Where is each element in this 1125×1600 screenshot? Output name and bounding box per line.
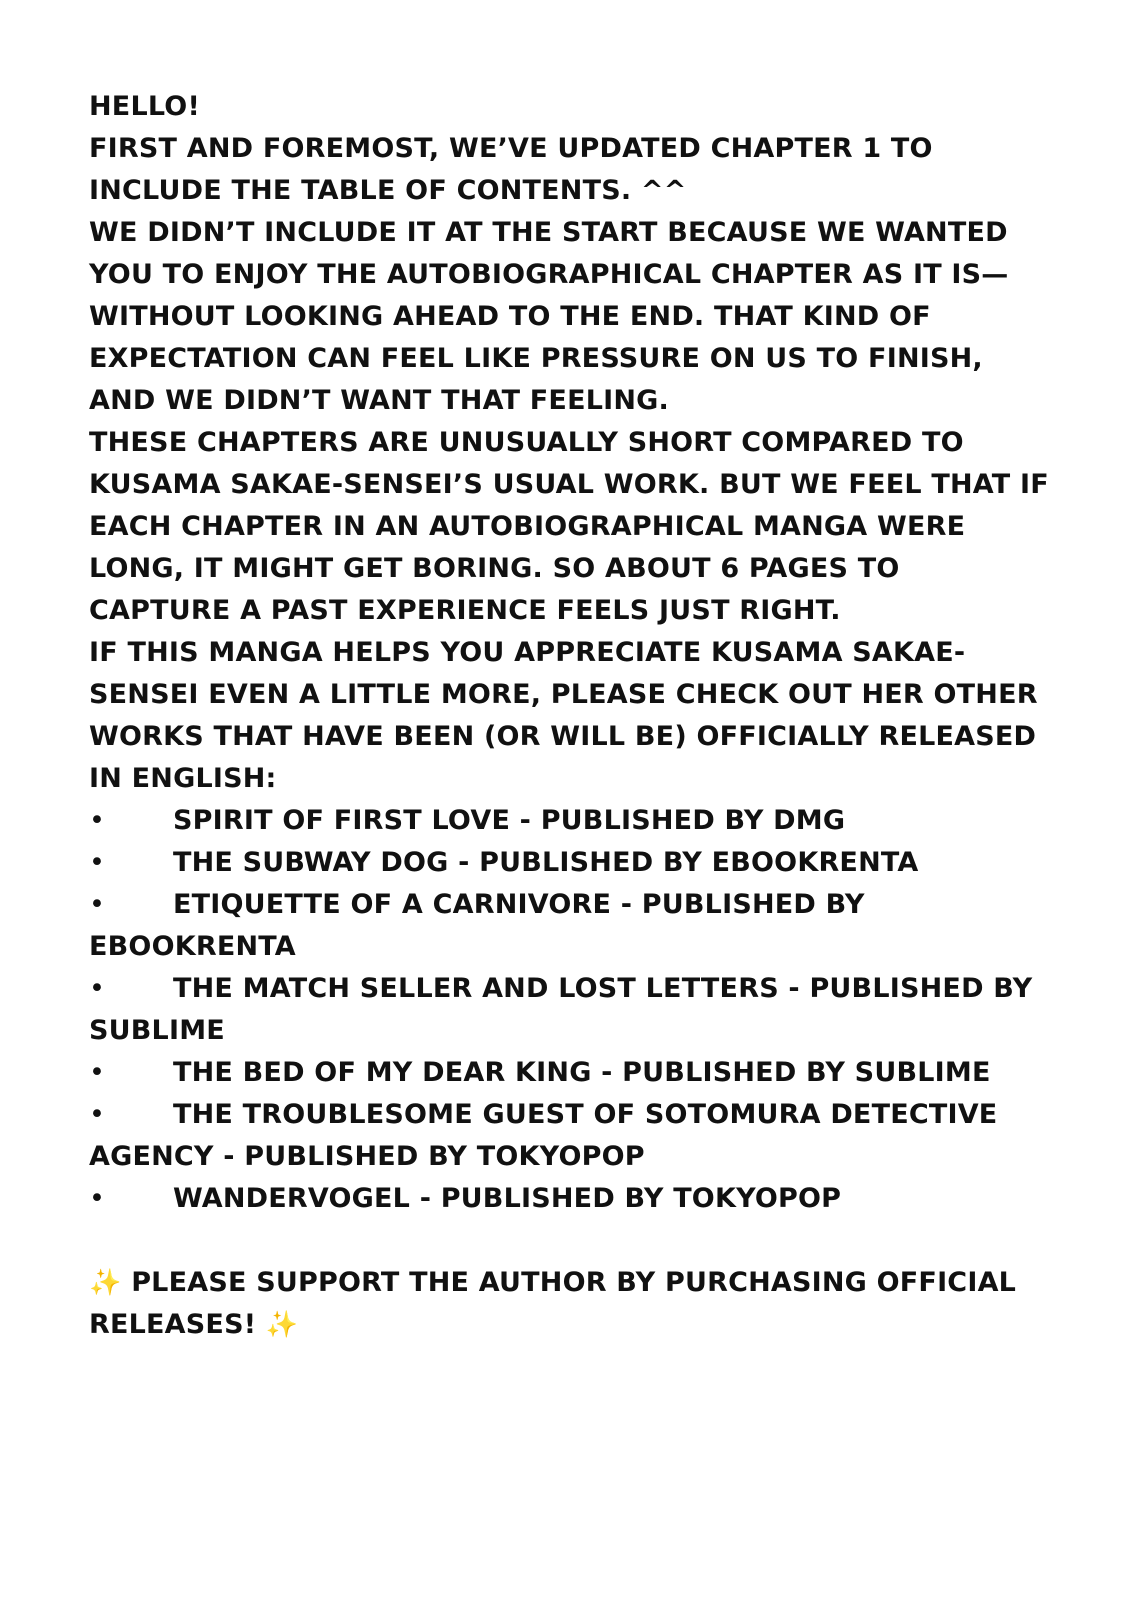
bullet-icon: • — [89, 805, 106, 836]
support-message — [89, 1262, 1049, 1346]
work-title: THE MATCH SELLER AND LOST LETTERS - PUBLISHED BY SUBLIME — [89, 973, 1033, 1046]
list-item — [89, 1094, 1049, 1178]
note-body — [89, 86, 1049, 1346]
bullet-icon: • — [89, 1057, 106, 1088]
list-item — [89, 800, 1049, 842]
work-title: THE TROUBLESOME GUEST OF SOTOMURA DETECTIVE AGENCY - PUBLISHED BY TOKYOPOP — [89, 1099, 998, 1172]
bullet-icon: • — [89, 973, 106, 1004]
paragraph-other-works: IF THIS MANGA HELPS YOU APPRECIATE KUSAMA SAKAE-SENSEI EVEN A LITTLE MORE, PLEASE CHECK OUT HER OTHER WORKS THAT HAVE BEEN (OR WILL BE) OFFICIALLY RELEASED IN ENGLISH: — [89, 637, 1038, 794]
list-item — [89, 1178, 1049, 1220]
paragraph-chapter-length: THESE CHAPTERS ARE UNUSUALLY SHORT COMPARED TO KUSAMA SAKAE-SENSEI’S USUAL WORK. BUT WE FEEL THAT IF EACH CHAPTER IN AN AUTOBIOGRAPHICAL MANGA WERE LONG, IT MIGHT GET BORING. SO ABOUT 6 PAGES TO CAPTURE A PAST EXPERIENCE FEELS JUST RIGHT. — [89, 427, 1049, 626]
work-title: WANDERVOGEL - PUBLISHED BY TOKYOPOP — [173, 1183, 842, 1214]
support-text: PLEASE SUPPORT THE AUTHOR BY PURCHASING OFFICIAL RELEASES! — [89, 1267, 1017, 1340]
list-item — [89, 884, 1049, 968]
sparkle-icon: ✨ — [265, 1310, 299, 1340]
bullet-icon: • — [89, 1183, 106, 1214]
paragraph-reason: WE DIDN’T INCLUDE IT AT THE START BECAUSE WE WANTED YOU TO ENJOY THE AUTOBIOGRAPHICAL CHAPTER AS IT IS—WITHOUT LOOKING AHEAD TO THE END. THAT KIND OF EXPECTATION CAN FEEL LIKE PRESSURE ON US TO FINISH, AND WE DIDN’T WANT THAT FEELING. — [89, 217, 1009, 416]
work-title: THE SUBWAY DOG - PUBLISHED BY EBOOKRENTA — [173, 847, 919, 878]
greeting: HELLO! — [89, 91, 200, 122]
bullet-icon: • — [89, 889, 106, 920]
bullet-icon: • — [89, 847, 106, 878]
sparkle-icon: ✨ — [89, 1268, 122, 1298]
paragraph-toc-update: FIRST AND FOREMOST, WE’VE UPDATED CHAPTER 1 TO INCLUDE THE TABLE OF CONTENTS. ^^ — [89, 133, 933, 206]
work-title: THE BED OF MY DEAR KING - PUBLISHED BY SUBLIME — [173, 1057, 991, 1088]
bullet-icon: • — [89, 1099, 106, 1130]
works-list — [89, 800, 1049, 1220]
work-title: SPIRIT OF FIRST LOVE - PUBLISHED BY DMG — [173, 805, 846, 836]
list-item — [89, 1052, 1049, 1094]
list-item — [89, 842, 1049, 884]
list-item — [89, 968, 1049, 1052]
work-title: ETIQUETTE OF A CARNIVORE - PUBLISHED BY EBOOKRENTA — [89, 889, 865, 962]
